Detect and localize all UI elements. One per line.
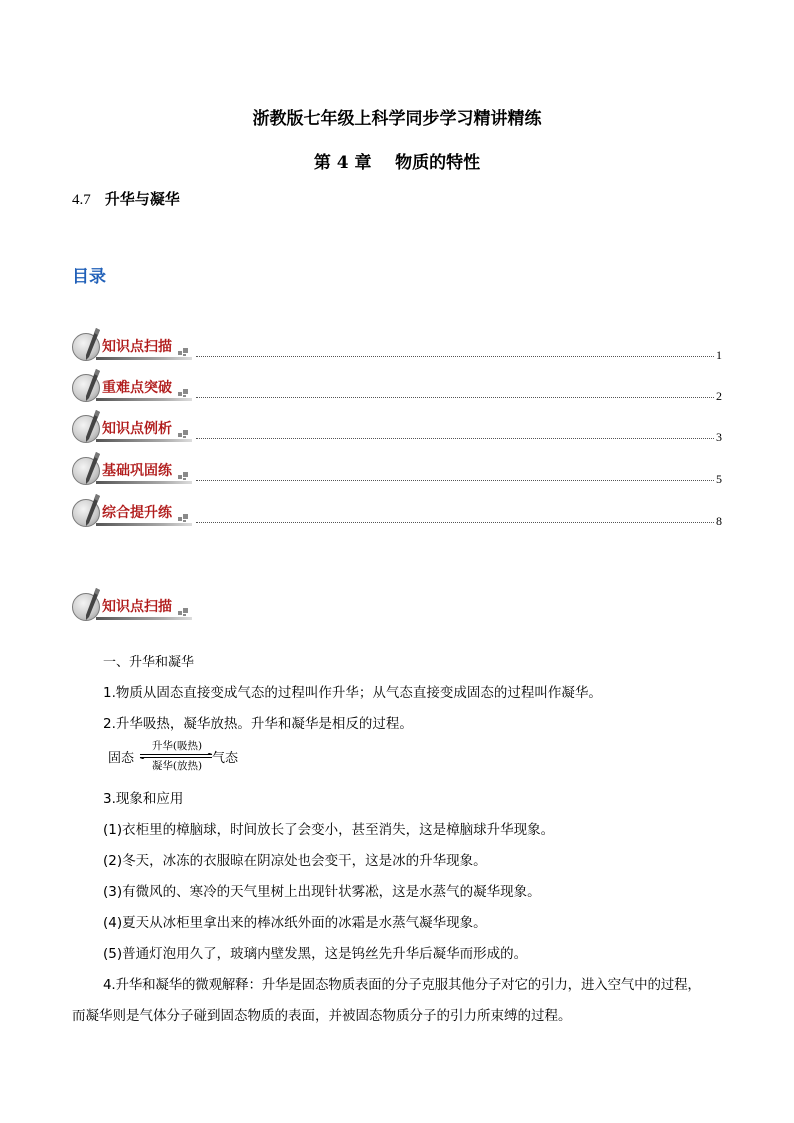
toc-entry-label: 知识点扫描 [102, 339, 172, 355]
subheading: 一、升华和凝华 [103, 655, 195, 670]
toc-dot-leader [196, 438, 714, 439]
section-badge [72, 496, 196, 530]
badge-squares-icon [178, 389, 192, 397]
section-badge-label: 知识点扫描 [102, 599, 172, 615]
list-item: (3)有微风的、寒冷的天气里树上出现针状雾凇，这是水蒸气的凝华现象。 [103, 884, 541, 900]
toc-entry-comprehensive-practice[interactable] [72, 496, 722, 530]
document-title: 浙教版七年级上科学同步学习精讲精练 [252, 109, 542, 129]
section-title [72, 188, 180, 209]
chapter-title: 第 4 章 物质的特性 [313, 153, 481, 173]
badge-underline [96, 357, 192, 360]
toc-entry-label: 基础巩固练 [102, 463, 172, 479]
toc-entry-label: 知识点例析 [102, 421, 172, 437]
section-badge [72, 371, 196, 405]
badge-underline [96, 481, 192, 484]
toc-dot-leader [196, 356, 714, 357]
formula-upper: 升华(吸热) [151, 740, 203, 752]
badge-squares-icon [178, 514, 192, 522]
section-badge [72, 412, 196, 446]
toc-page-number: 5 [716, 472, 722, 486]
toc-entry-label: 重难点突破 [102, 380, 172, 396]
toc-page-number: 3 [716, 430, 722, 444]
badge-squares-icon [178, 348, 192, 356]
paragraph-2: 2.升华吸热，凝华放热。升华和凝华是相反的过程。 [103, 716, 413, 732]
toc-entry-basic-practice[interactable] [72, 454, 722, 488]
list-item: (2)冬天，冰冻的衣服晾在阴凉处也会变干，这是冰的升华现象。 [103, 853, 487, 869]
section-badge [72, 454, 196, 488]
list-item: (4)夏天从冰柜里拿出来的棒冰纸外面的冰霜是水蒸气凝华现象。 [103, 915, 487, 931]
badge-squares-icon [178, 608, 192, 616]
paragraph-4-line-2: 而凝华则是气体分子碰到固态物质的表面，并被固态物质分子的引力所束缚的过程。 [72, 1008, 572, 1024]
section-badge-knowledge-scan [72, 590, 196, 624]
sublimation-formula [108, 738, 248, 774]
list-item: (1)衣柜里的樟脑球，时间放长了会变小，甚至消失，这是樟脑球升华现象。 [103, 822, 555, 838]
toc-heading: 目录 [72, 267, 106, 287]
toc-page-number: 8 [716, 514, 722, 528]
toc-dot-leader [196, 522, 714, 523]
toc-entry-examples[interactable] [72, 412, 722, 446]
section-number: 4.7 [72, 192, 91, 208]
toc-dot-leader [196, 397, 714, 398]
section-badge [72, 330, 196, 364]
toc-dot-leader [196, 480, 714, 481]
badge-underline [96, 617, 192, 620]
toc-page-number: 1 [716, 348, 722, 362]
section-title-text: 升华与凝华 [104, 190, 180, 208]
badge-squares-icon [178, 472, 192, 480]
toc-entry-key-difficulties[interactable] [72, 371, 722, 405]
formula-right: 气态 [212, 751, 239, 766]
formula-lower: 凝华(放热) [151, 760, 203, 772]
badge-underline [96, 523, 192, 526]
paragraph-4-line-1: 4.升华和凝华的微观解释：升华是固态物质表面的分子克服其他分子对它的引力，进入空气中的过程， [103, 977, 701, 993]
badge-underline [96, 439, 192, 442]
paragraph-3: 3.现象和应用 [103, 791, 184, 807]
toc-entry-label: 综合提升练 [102, 505, 172, 521]
toc-entry-knowledge-scan[interactable] [72, 330, 722, 364]
formula-left: 固态 [108, 751, 135, 766]
toc-page-number: 2 [716, 389, 722, 403]
list-item: (5)普通灯泡用久了，玻璃内壁发黑，这是钨丝先升华后凝华而形成的。 [103, 946, 528, 962]
badge-underline [96, 398, 192, 401]
paragraph-1: 1.物质从固态直接变成气态的过程叫作升华；从气态直接变成固态的过程叫作凝华。 [103, 685, 602, 701]
badge-squares-icon [178, 430, 192, 438]
